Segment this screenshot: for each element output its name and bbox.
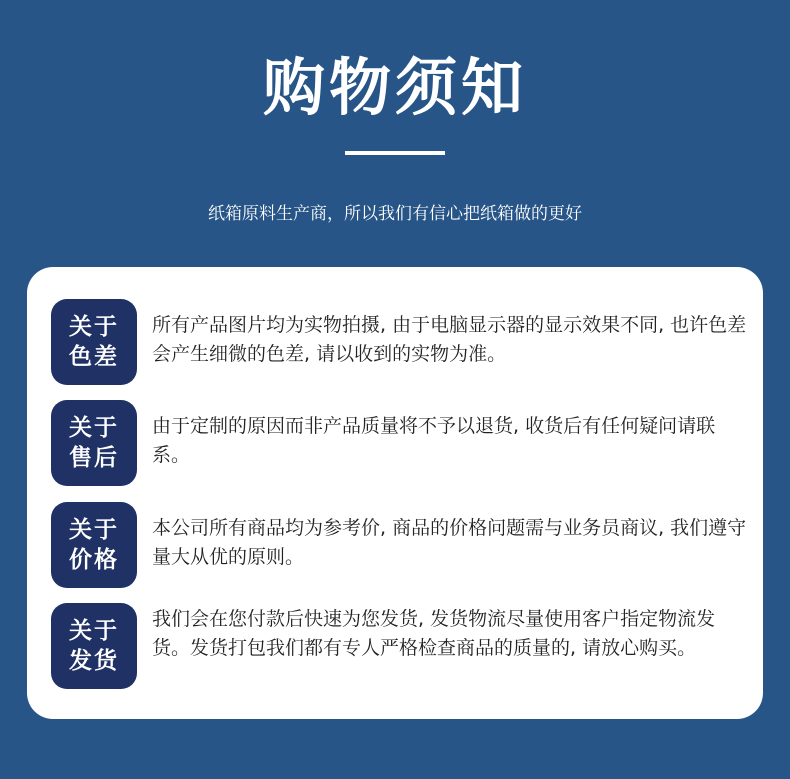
badge-line1: 关于 <box>69 517 119 543</box>
notice-text: 由于定制的原因而非产品质量将不予以退货, 收货后有任何疑问请联系。 <box>152 415 716 466</box>
notice-badge <box>51 400 137 486</box>
notice-text: 我们会在您付款后快速为您发货, 发货物流尽量使用客户指定物流发货。发货打包我们都有专人严格检查商品的质量的, 请放心购买。 <box>152 608 716 659</box>
notice-text: 所有产品图片均为实物拍摄, 由于电脑显示器的显示效果不同, 也许色差会产生细微的色差, 请以收到的实物为准。 <box>152 314 747 365</box>
badge-line2: 价格 <box>69 547 119 573</box>
notice-text: 本公司所有商品均为参考价, 商品的价格问题需与业务员商议, 我们遵守量大从优的原则。 <box>152 517 747 568</box>
title-divider <box>345 151 445 155</box>
badge-line1: 关于 <box>69 415 119 441</box>
badge-line1: 关于 <box>69 618 119 644</box>
badge-line2: 售后 <box>69 445 119 471</box>
notice-badge <box>51 502 137 588</box>
page-title: 购物须知 <box>262 51 527 124</box>
notice-badge <box>51 299 137 385</box>
badge-line2: 发货 <box>69 648 119 674</box>
badge-line2: 色差 <box>69 344 119 370</box>
notice-card <box>27 267 763 719</box>
page-subtitle: 纸箱原料生产商，所以我们有信心把纸箱做的更好 <box>208 204 582 224</box>
badge-line1: 关于 <box>69 314 119 340</box>
notice-badge <box>51 603 137 689</box>
